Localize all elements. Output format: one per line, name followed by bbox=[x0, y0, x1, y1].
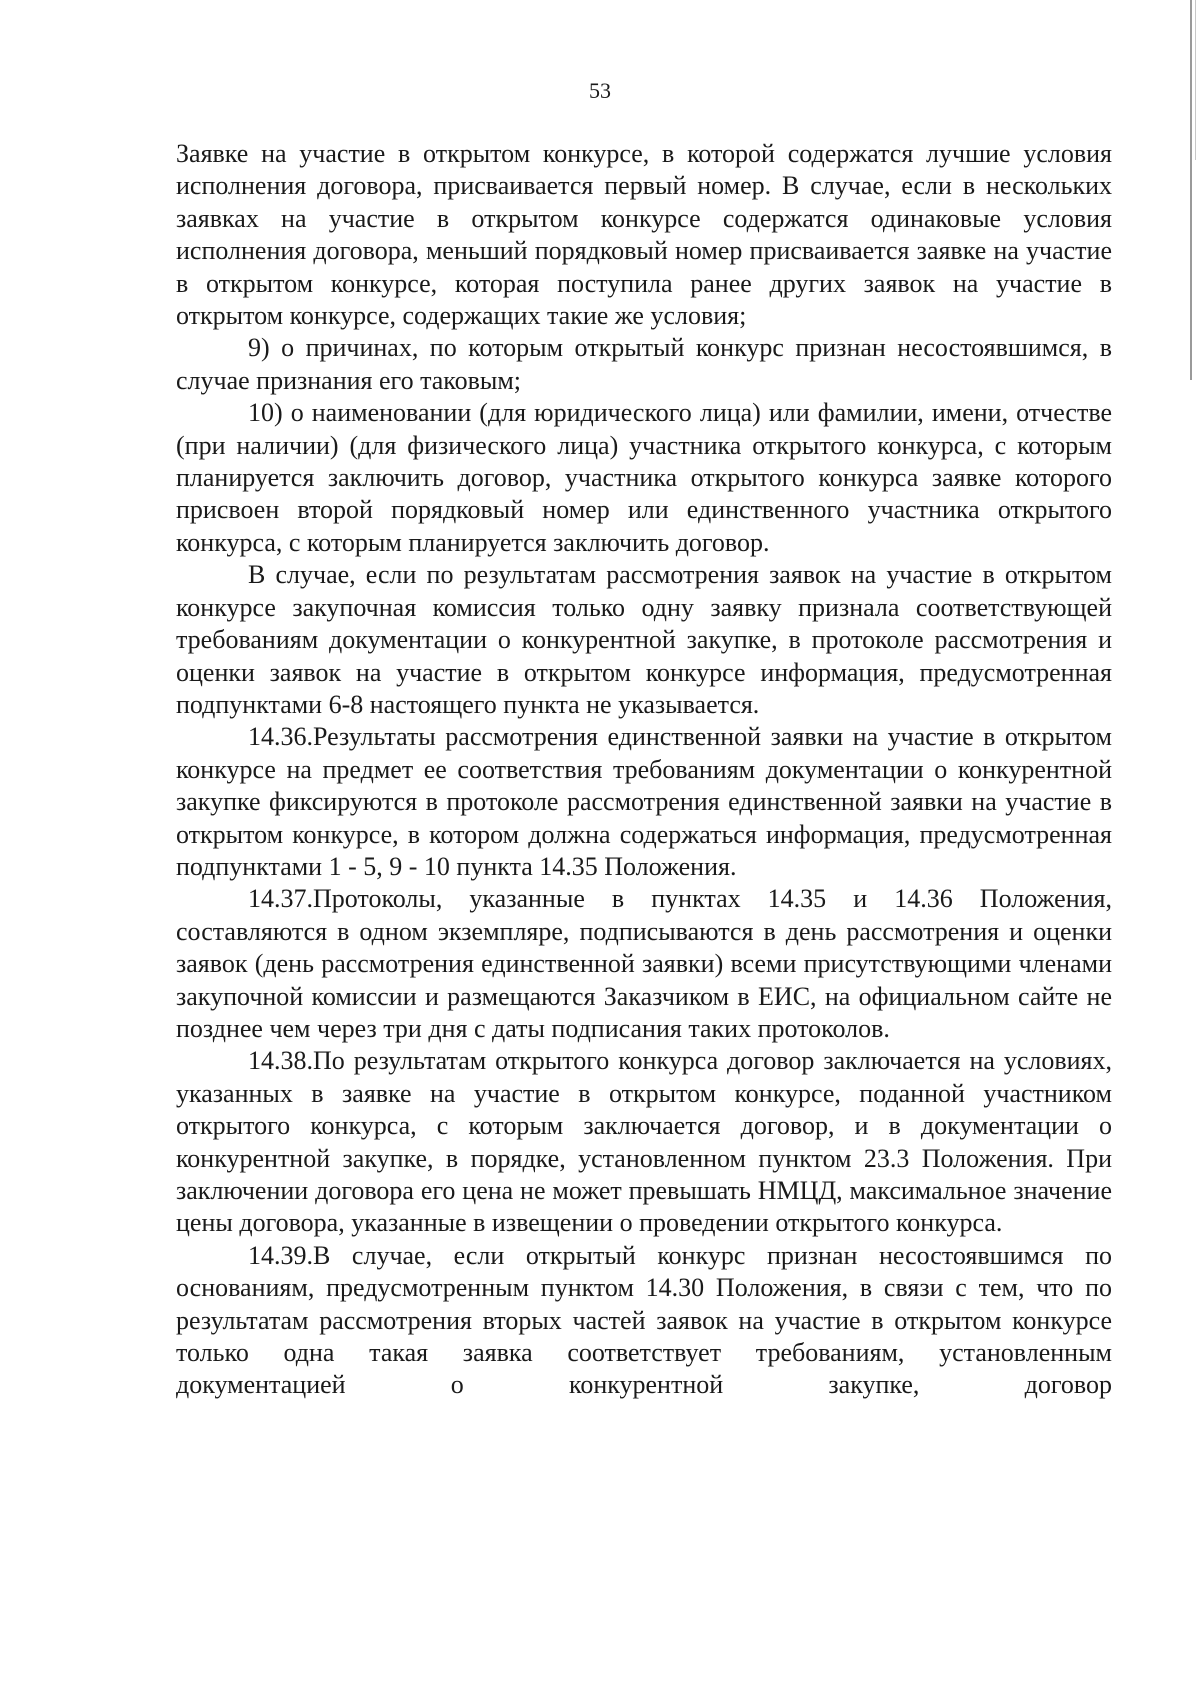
paragraph-14-36: 14.36.Результаты рассмотрения единственной заявки на участие в открытом конкурсе на предмет ее соответствия требованиям документации о конкурентной закупке фиксируются в протоколе рассмотрения единственной заявки на участие в открытом конкурсе, в котором должна содержаться информация, предусмотренная подпунктами 1 - 5, 9 - 10 пункта 14.35 Положения. bbox=[176, 722, 1112, 881]
paragraph-item-9: 9) о причинах, по которым открытый конкурс признан несостоявшимся, в случае признания его таковым; bbox=[176, 333, 1112, 395]
paragraph-14-39: 14.39.В случае, если открытый конкурс признан несостоявшимся по основаниям, предусмотренным пунктом 14.30 Положения, в связи с тем, что по результатам рассмотрения вторых частей заявок на участие в открытом конкурсе только одна такая заявка соответствует требованиям, установленным документацией о конкурентной закупке, договор bbox=[176, 1240, 1112, 1400]
page-number: 53 bbox=[589, 78, 611, 103]
paragraph-14-38: 14.38.По результатам открытого конкурса договор заключается на условиях, указанных в заявке на участие в открытом конкурсе, поданной участником открытого конкурса, с которым заключается договор, и в документации о конкурентной закупке, в порядке, установленном пунктом 23.3 Положения. При заключении договора его цена не может превышать НМЦД, максимальное значение цены договора, указанные в извещении о проведении открытого конкурса. bbox=[176, 1046, 1112, 1238]
paragraph-14-37: 14.37.Протоколы, указанные в пунктах 14.35 и 14.36 Положения, составляются в одном экземпляре, подписываются в день рассмотрения и оценки заявок (день рассмотрения единственной заявки) всеми присутствующими членами закупочной комиссии и размещаются Заказчиком в ЕИС, на официальном сайте не позднее чем через три дня с даты подписания таких протоколов. bbox=[176, 884, 1112, 1043]
scan-edge-line bbox=[1190, 0, 1192, 380]
document-body bbox=[176, 138, 1112, 1402]
paragraph-single-bid-case: В случае, если по результатам рассмотрения заявок на участие в открытом конкурсе закупочная комиссия только одну заявку признала соответствующей требованиям документации о конкурентной закупке, в протоколе рассмотрения и оценки заявок на участие в открытом конкурсе информация, предусмотренная подпунктами 6-8 настоящего пункта не указывается. bbox=[176, 560, 1112, 719]
paragraph-item-10: 10) о наименовании (для юридического лица) или фамилии, имени, отчестве (при наличии) (для физического лица) участника открытого конкурса, с которым планируется заключить договор, участника открытого конкурса заявке которого присвоен второй порядковый номер или единственного участника открытого конкурса, с которым планируется заключить договор. bbox=[176, 398, 1112, 557]
paragraph-continuation: Заявке на участие в открытом конкурсе, в которой содержатся лучшие условия исполнения договора, присваивается первый номер. В случае, если в нескольких заявках на участие в открытом конкурсе содержатся одинаковые условия исполнения договора, меньший порядковый номер присваивается заявке на участие в открытом конкурсе, которая поступила ранее других заявок на участие в открытом конкурсе, содержащих такие же условия; bbox=[176, 139, 1112, 331]
